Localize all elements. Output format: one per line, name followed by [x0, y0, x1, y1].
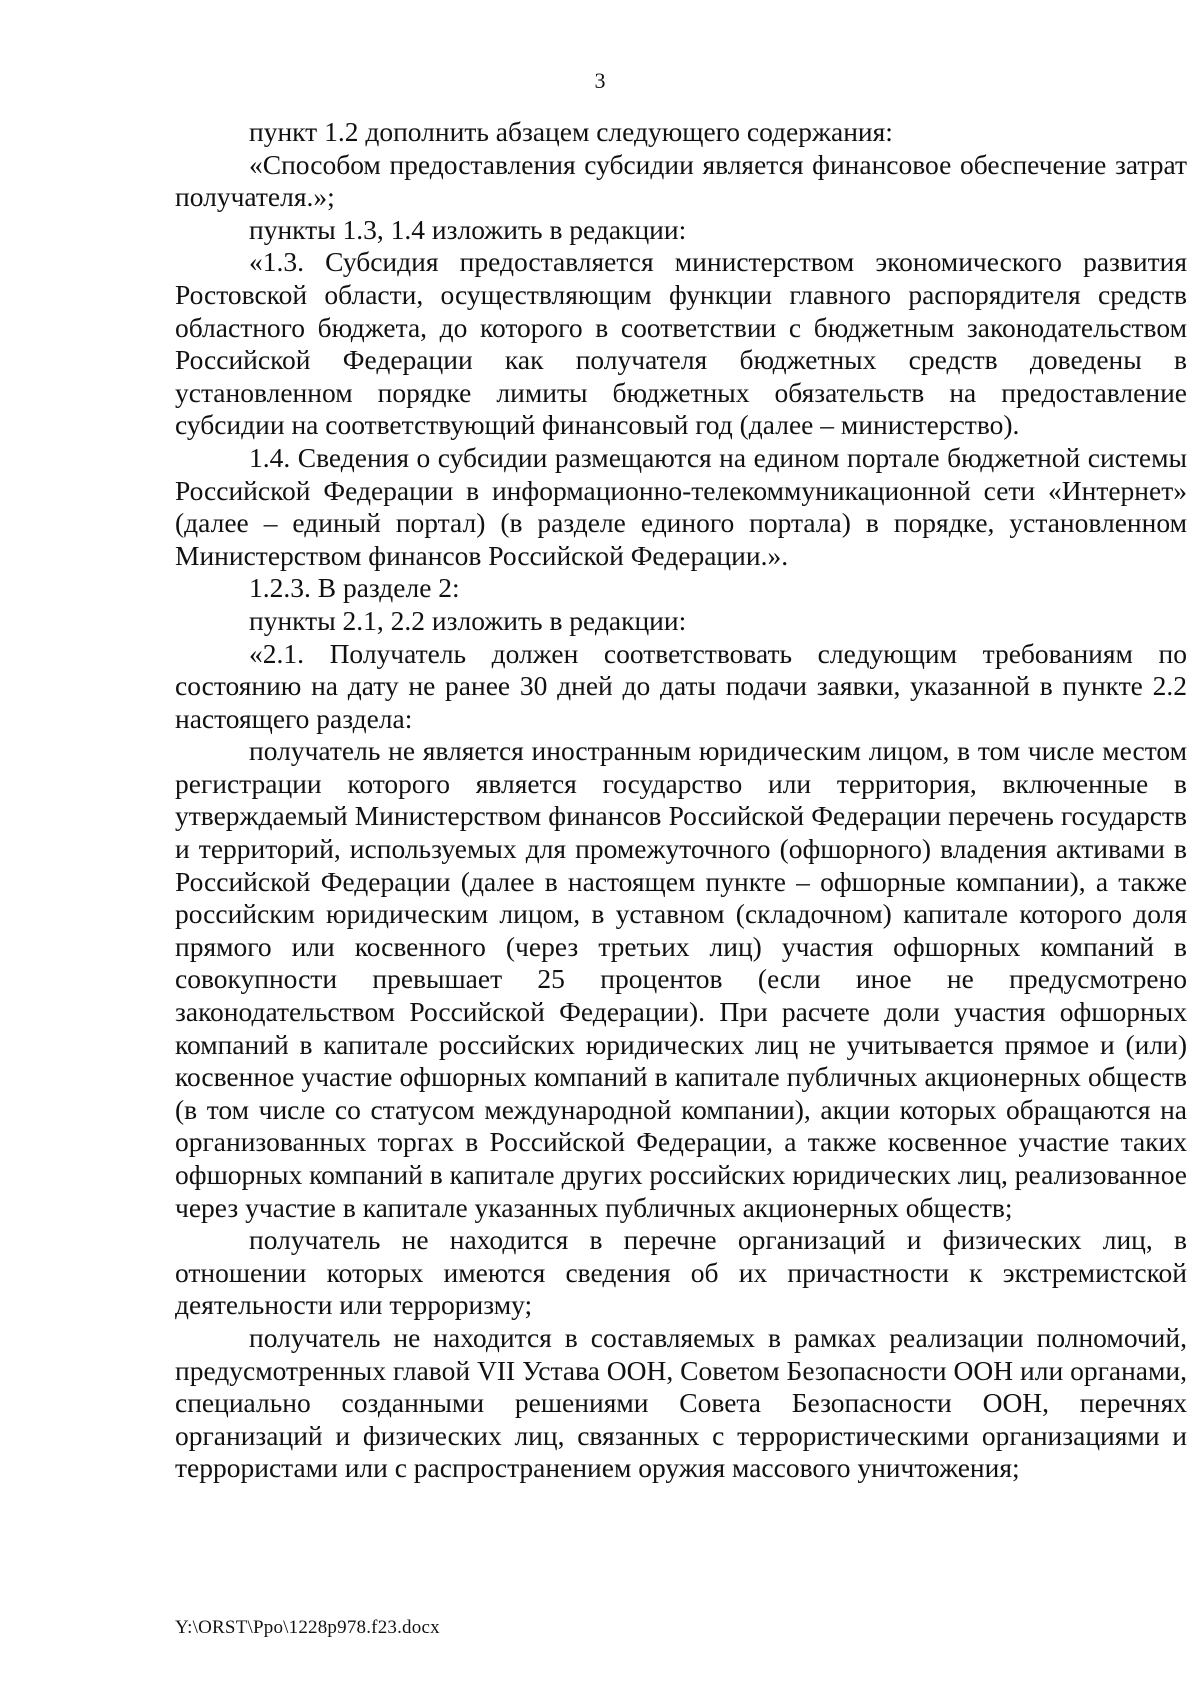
paragraph: пункт 1.2 дополнить абзацем следующего содержания:	[249, 116, 893, 147]
paragraph: пункты 2.1, 2.2 изложить в редакции:	[249, 604, 687, 636]
paragraph: получатель не находится в составляемых в рамках реализации полномочий, предусмотренных главой VII Устава ООН, Советом Безопасности ООН или органами, специально созданными решениями Совета Безопасности ООН, перечнях организаций и физических лиц, связанных с террористическими организациями и террористами или с распространением оружия массового уничтожения;	[175, 1321, 1187, 1484]
paragraph: «1.3. Субсидия предоставляется министерством экономического развития Ростовской области, осуществляющим функции главного распорядителя средств областного бюджета, до которого в соответствии с бюджетным законодательством Российской Федерации как получателя бюджетных средств доведены в установленном порядке лимиты бюджетных обязательств на предоставление субсидии на соответствующий финансовый год (далее – министерство).	[175, 246, 1187, 441]
paragraph: 1.2.3. В разделе 2:	[249, 572, 460, 604]
footer-file-path: Y:\ORST\Ppo\1228p978.f23.docx	[175, 1617, 440, 1638]
paragraph: «Способом предоставления субсидии является финансовое обеспечение затрат получателя.»;	[175, 148, 1187, 213]
paragraph: пункты 1.3, 1.4 изложить в редакции:	[249, 213, 687, 245]
document-body	[175, 116, 1187, 1485]
page-number: 3	[594, 68, 606, 93]
paragraph: «2.1. Получатель должен соответствовать следующим требованиям по состоянию на дату не ранее 30 дней до даты подачи заявки, указанной в пункте 2.2 настоящего раздела:	[175, 637, 1187, 734]
paragraph: 1.4. Сведения о субсидии размещаются на едином портале бюджетной системы Российской Федерации в информационно-телекоммуникационной сети «Интернет» (далее – единый портал) (в разделе единого портала) в порядке, установленном Министерством финансов Российской Федерации.».	[175, 441, 1187, 571]
paragraph: получатель не находится в перечне организаций и физических лиц, в отношении которых имеются сведения об их причастности к экстремистской деятельности или терроризму;	[175, 1224, 1187, 1321]
paragraph: получатель не является иностранным юридическим лицом, в том числе местом регистрации которого является государство или территория, включенные в утверждаемый Министерством финансов Российской Федерации перечень государств и территорий, используемых для промежуточного (офшорного) владения активами в Российской Федерации (далее в настоящем пункте – офшорные компании), а также российским юридическим лицом, в уставном (складочном) капитале которого доля прямого или косвенного (через третьих лиц) участия офшорных компаний в совокупности превышает 25 процентов (если иное не предусмотрено законодательством Российской Федерации). При расчете доли участия офшорных компаний в капитале российских юридических лиц не учитывается прямое и (или) косвенное участие офшорных компаний в капитале публичных акционерных обществ (в том числе со статусом международной компании), акции которых обращаются на организованных торгах в Российской Федерации, а также косвенное участие таких офшорных компаний в капитале других российских юридических лиц, реализованное через участие в капитале указанных публичных акционерных обществ;	[175, 735, 1187, 1223]
